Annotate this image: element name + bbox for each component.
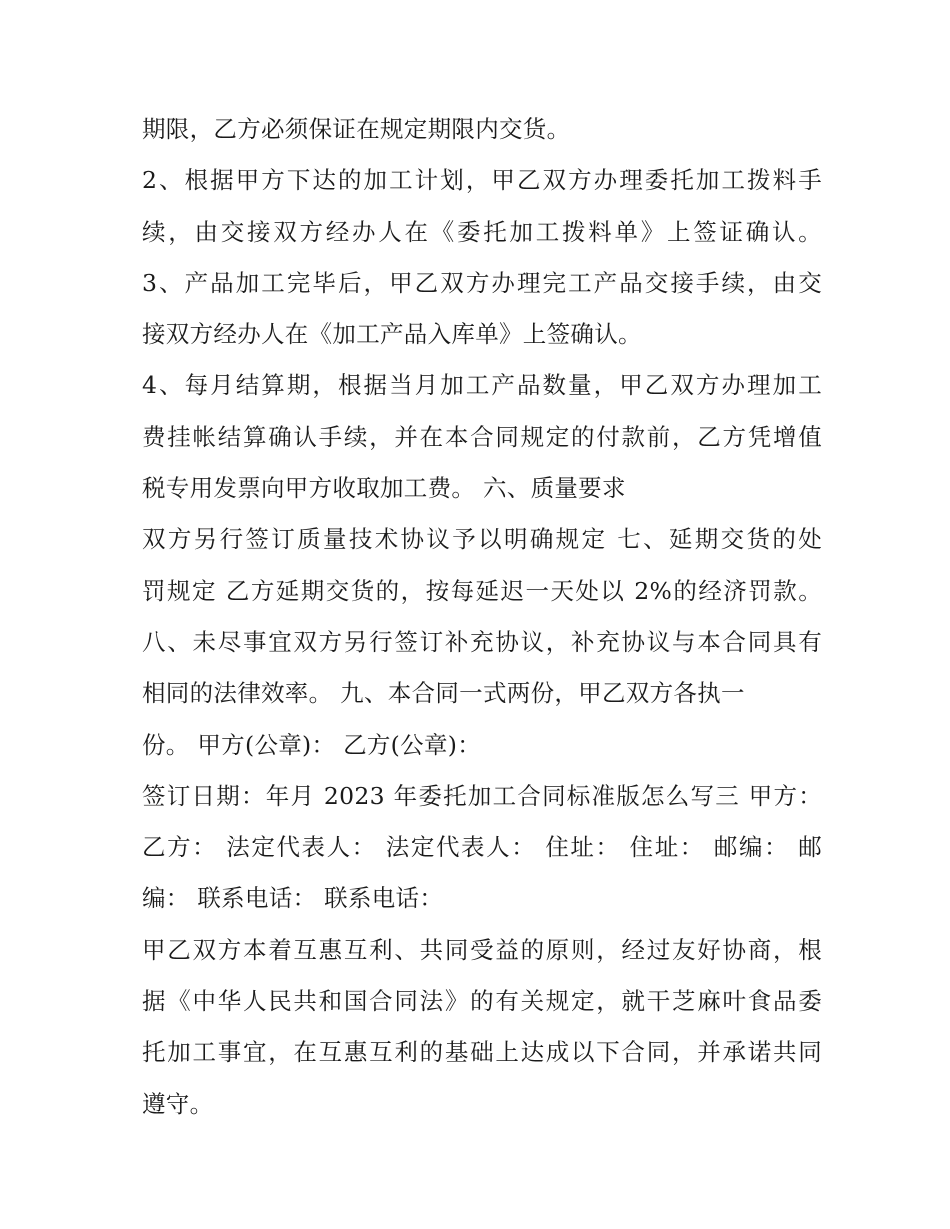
text-line: 4、每月结算期，根据当月加工产品数量，甲乙双方办理加工 [142, 371, 822, 400]
text-line: 双方另行签订质量技术协议予以明确规定 七、延期交货的处 [142, 525, 822, 554]
contract-text-body [142, 104, 822, 1130]
text-line: 遵守。 [142, 1089, 214, 1118]
text-line: 据《中华人民共和国合同法》的有关规定，就干芝麻叶食品委 [142, 987, 822, 1016]
text-line: 份。 甲方(公章)： 乙方(公章)： [142, 730, 482, 759]
text-line: 签订日期：年月 2023 年委托加工合同标准版怎么写三 甲方： [142, 781, 822, 810]
text-line: 相同的法律效率。 九、本合同一式两份，甲乙双方各执一 [142, 679, 745, 708]
text-line: 期限，乙方必须保证在规定期限内交货。 [142, 115, 571, 143]
text-line: 接双方经办人在《加工产品入库单》上签确认。 [142, 320, 642, 349]
text-line: 费挂帐结算确认手续，并在本合同规定的付款前，乙方凭增值 [142, 422, 822, 451]
text-line: 3、产品加工完毕后，甲乙双方办理完工产品交接手续，由交 [142, 268, 822, 297]
text-line: 编： 联系电话： 联系电话： [142, 884, 444, 913]
text-line: 托加工事宜，在互惠互利的基础上达成以下合同，并承诺共同 [142, 1038, 822, 1067]
text-line: 2、根据甲方下达的加工计划，甲乙双方办理委托加工拨料手 [142, 166, 822, 195]
text-line: 续，由交接双方经办人在《委托加工拨料单》上签证确认。 [142, 217, 822, 246]
text-line: 八、未尽事宜双方另行签订补充协议，补充协议与本合同具有 [142, 627, 822, 656]
text-line: 甲乙双方本着互惠互利、共同受益的原则，经过友好协商，根 [142, 935, 822, 964]
text-line: 乙方： 法定代表人： 法定代表人： 住址： 住址： 邮编： 邮 [142, 833, 822, 862]
text-line: 税专用发票向甲方收取加工费。 六、质量要求 [142, 474, 626, 503]
text-line: 罚规定 乙方延期交货的，按每延迟一天处以 2%的经济罚款。 [142, 576, 822, 605]
